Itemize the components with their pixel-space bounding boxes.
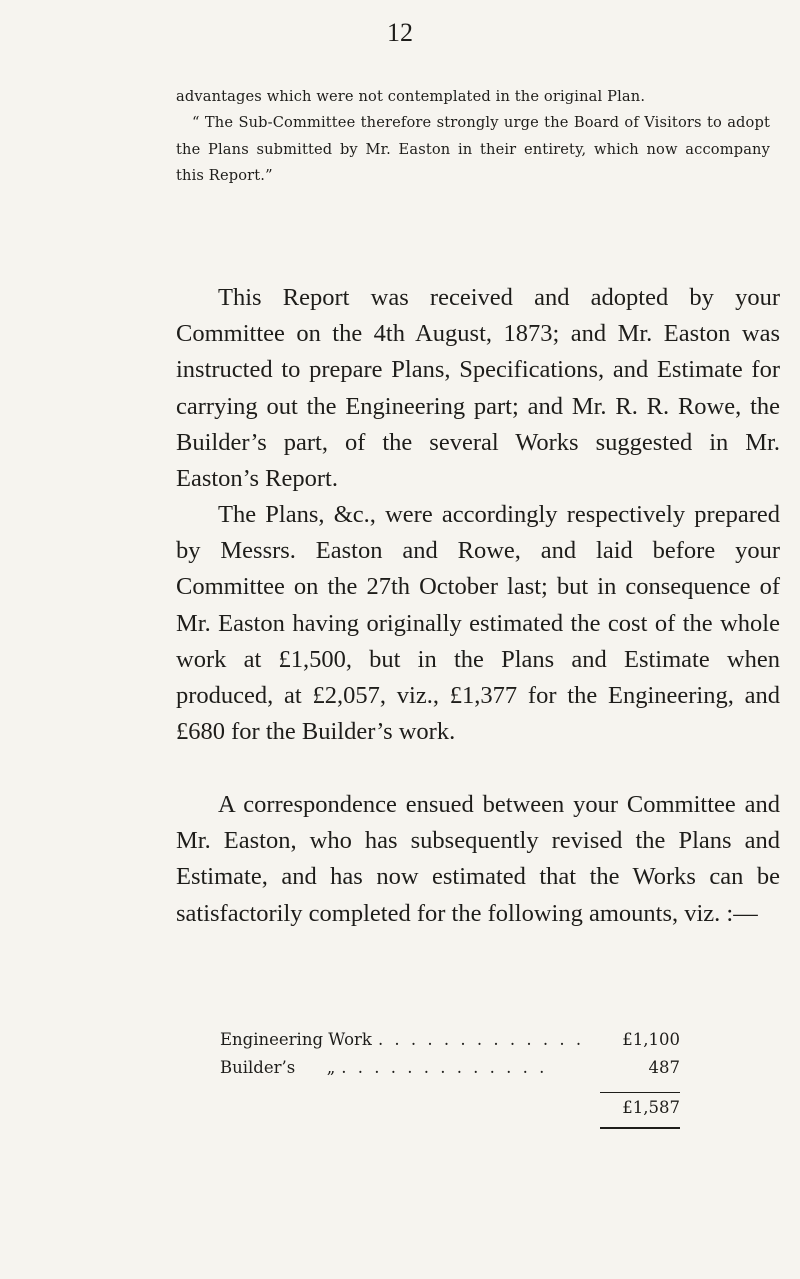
quoted-line-2: “ The Sub-Committee therefore strongly urge the Board of Visitors to adopt the Plans submitted by Mr. Easton in their entirety, which now accompany this Report.” <box>176 114 770 184</box>
paragraph-plans-prepared: The Plans, &c., were accordingly respectively prepared by Messrs. Easton and Rowe, and laid before your Committee on the 27th October last; but in consequence of Mr. Easton having originally estimated the cost of the whole work at £1,500, but in the Plans and Estimate when produced, at £2,057, viz., £1,377 for the Engineering, and £680 for the Builder’s work. <box>176 501 780 746</box>
quoted-line-1: advantages which were not contemplated in the original Plan. <box>176 88 646 105</box>
row-amount: £1,100 <box>622 1030 680 1049</box>
paragraph-correspondence: A correspondence ensued between your Committee and Mr. Easton, who has subsequently revised the Plans and Estimate, and has now estimated that the Works can be satisfactorily completed for the following amounts, viz. :— <box>176 791 780 927</box>
amounts-row-engineering <box>220 1030 680 1058</box>
row-amount: 487 <box>648 1058 680 1077</box>
amounts-total-row <box>220 1093 680 1121</box>
amounts-table <box>220 1030 680 1129</box>
amounts-row-builder <box>220 1058 680 1086</box>
row-label: Engineering Work <box>220 1030 372 1049</box>
leader-dots: . . . . . . . . . . . . . <box>377 1030 585 1049</box>
leader-dots: . . . . . . . . . . . . . <box>341 1058 548 1077</box>
paragraph-report-adopted: This Report was received and adopted by your Committee on the 4th August, 1873; and Mr. Easton was instructed to prepare Plans, Specifications, and Estimate for carrying out the Engineering part; and Mr. R. R. Rowe, the Builder’s part, of the several Works suggested in Mr. Easton’s Report. <box>176 284 780 493</box>
total-amount: £1,587 <box>622 1097 680 1117</box>
quoted-report-excerpt <box>176 84 770 189</box>
row-label: Builder’s „ <box>220 1058 336 1077</box>
page-number: 12 <box>387 18 413 47</box>
total-rule <box>600 1127 680 1129</box>
